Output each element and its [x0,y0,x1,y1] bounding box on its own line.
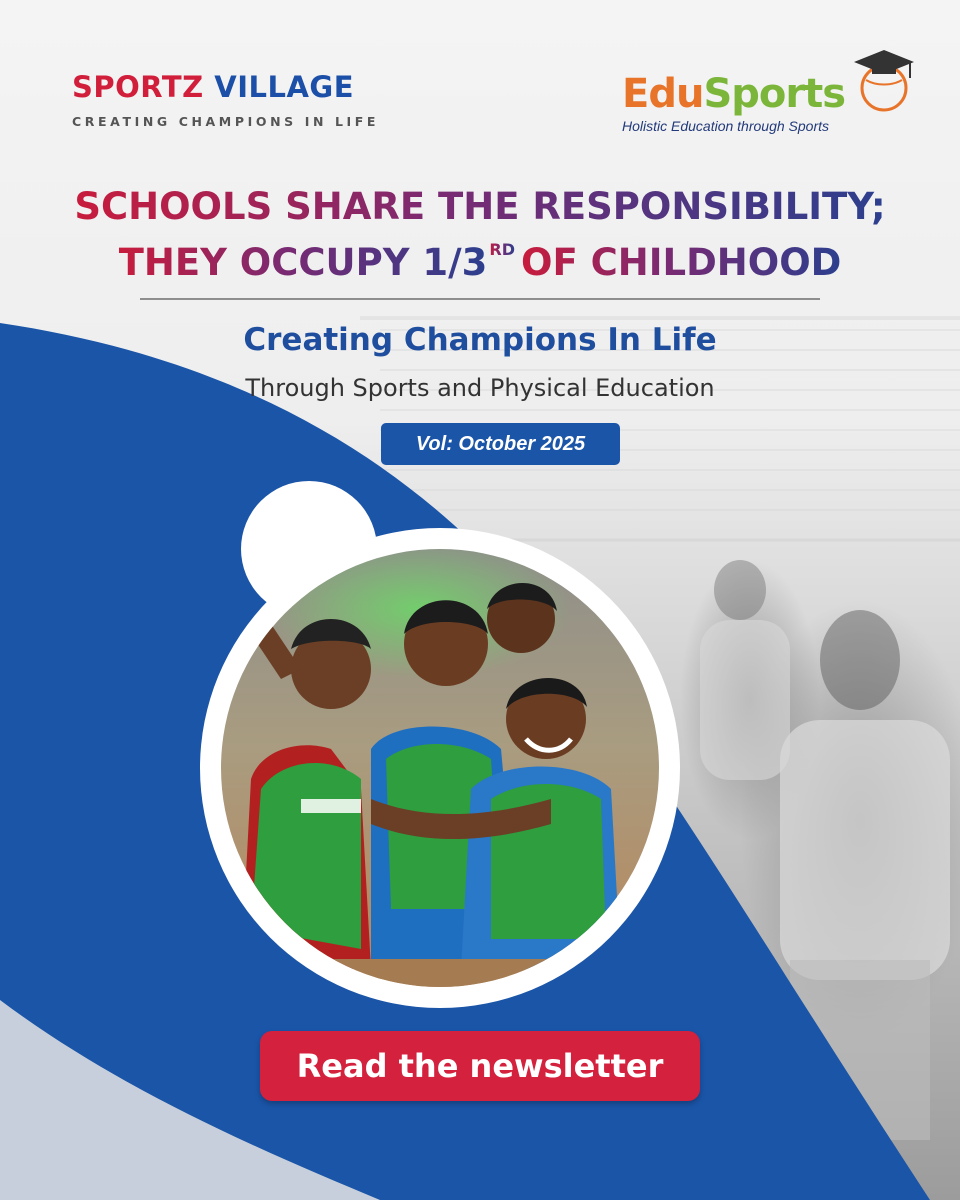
read-newsletter-button[interactable]: Read the newsletter [260,1031,700,1101]
subline: Through Sports and Physical Education [245,374,715,402]
headline-line-2-before: THEY OCCUPY 1/3 [118,241,488,284]
headline-superscript: RD [489,240,515,259]
volume-badge: Vol: October 2025 [381,423,620,465]
headline-line-2 [40,240,920,284]
sportz-village-logo [72,70,380,129]
edusports-name-part2: Sports [703,71,846,117]
headline-line-1 [40,185,920,228]
kids-photo-illustration [221,549,659,987]
sportz-village-name-part2: VILLAGE [214,70,354,104]
headline-line-2-after: OF CHILDHOOD [521,241,842,284]
sportz-village-wordmark [72,70,372,104]
sportz-village-name-part1: SPORTZ [72,70,204,104]
kids-celebrating-photo [221,549,659,987]
edusports-name-part1: Edu [622,71,704,117]
subtitle: Creating Champions In Life [243,322,717,358]
edusports-logo [622,64,922,144]
graduation-cap-icon [844,42,924,122]
divider-line [140,298,820,300]
headline-line-1-text: SCHOOLS SHARE THE RESPONSIBILITY; [74,185,886,228]
sportz-village-tagline: CREATING CHAMPIONS IN LIFE [72,114,380,129]
edusports-tagline: Holistic Education through Sports [622,118,829,134]
